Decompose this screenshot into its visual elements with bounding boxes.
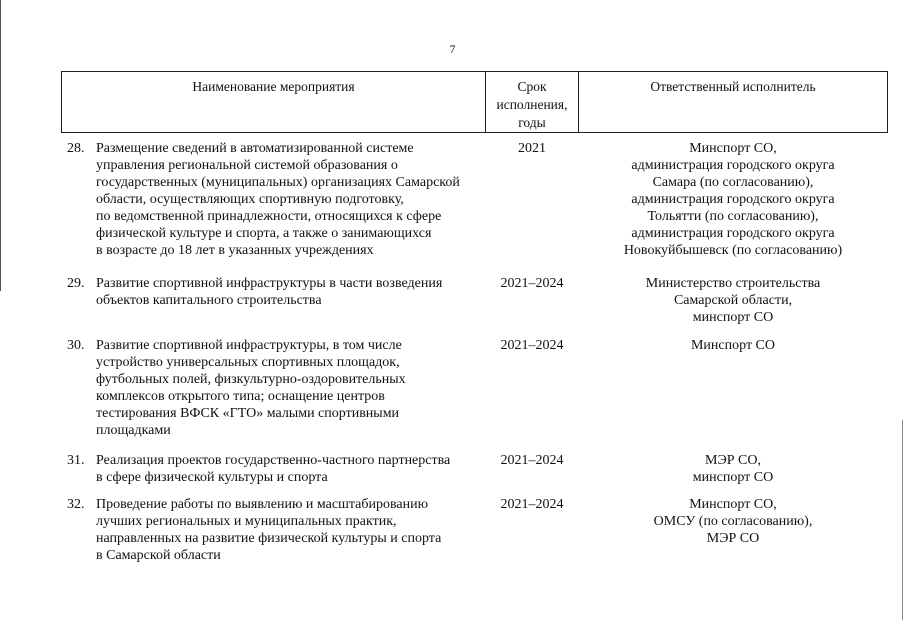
row-number: 31. bbox=[67, 453, 85, 468]
row-term: 2021 bbox=[518, 141, 546, 156]
row-term: 2021–2024 bbox=[500, 338, 564, 353]
row-number: 29. bbox=[67, 276, 85, 291]
table-header bbox=[61, 71, 888, 133]
row-activity: Развитие спортивной инфраструктуры в части возведения объектов капитального строительства bbox=[96, 276, 443, 308]
header-activity-name: Наименование мероприятия bbox=[62, 72, 486, 132]
row-number: 32. bbox=[67, 497, 85, 512]
header-responsible: Ответственный исполнитель bbox=[650, 79, 816, 94]
header-term-line: Срок bbox=[517, 79, 547, 94]
row-responsible: Министерство строительства Самарской области, минспорт СО bbox=[645, 276, 821, 325]
row-responsible: Минспорт СО, администрация городского округа Самара (по согласованию), администрация городского округа Тольятти (по согласованию), администрация городского округа Новокуйбышевск (по согласованию) bbox=[623, 141, 843, 258]
header-term bbox=[486, 72, 579, 132]
header-term-line: годы bbox=[518, 115, 546, 130]
scan-edge-dash bbox=[902, 420, 903, 620]
page-number: 7 bbox=[449, 42, 456, 56]
row-responsible: Минспорт СО bbox=[690, 338, 776, 353]
row-term: 2021–2024 bbox=[500, 453, 564, 468]
row-activity: Проведение работы по выявлению и масштабированию лучших региональных и муниципальных практик, направленных на развитие физической культуры и спорта в Самарской области bbox=[96, 497, 442, 563]
row-term: 2021–2024 bbox=[500, 276, 564, 291]
row-number: 30. bbox=[67, 338, 85, 353]
row-activity: Размещение сведений в автоматизированной системе управления региональной системой образования о государственных (муниципальных) организациях Самарской области, осуществляющих спортивную подготовку, по ведомственной принадлежности, относящихся к сфере физической культуре и спорта, а также о занимающихся в возрасте до 18 лет в указанных учреждениях bbox=[96, 141, 460, 258]
row-activity: Реализация проектов государственно-частного партнерства в сфере физической культуры и спорта bbox=[96, 453, 451, 485]
header-term-line: исполнения, bbox=[496, 97, 568, 112]
row-activity: Развитие спортивной инфраструктуры, в том числе устройство универсальных спортивных площадок, футбольных полей, физкультурно-оздоровительных комплексов открытого типа; оснащение центров тестирования ВФСК «ГТО» малыми спортивными площадками bbox=[96, 338, 406, 438]
row-term: 2021–2024 bbox=[500, 497, 564, 512]
row-responsible: МЭР СО, минспорт СО bbox=[692, 453, 774, 485]
row-responsible: Минспорт СО, ОМСУ (по согласованию), МЭР СО bbox=[653, 497, 813, 546]
row-number: 28. bbox=[67, 141, 85, 156]
